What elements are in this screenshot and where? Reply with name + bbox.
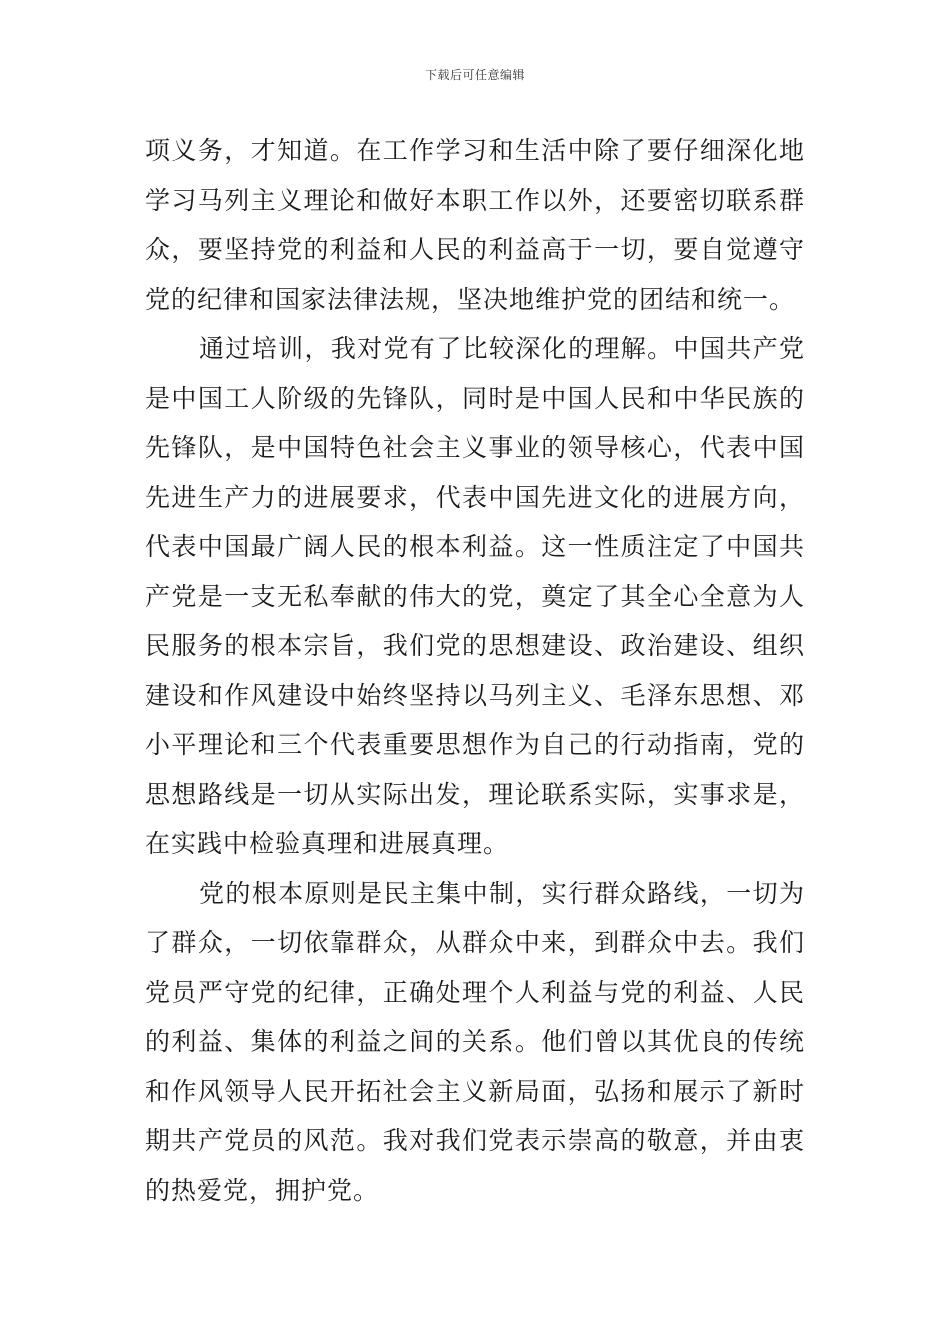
paragraph-1: [145, 126, 805, 324]
text-line: 了群众，一切依靠群众，从群众中来，到群众中去。我们: [145, 928, 805, 957]
text-line: 先锋队，是中国特色社会主义事业的领导核心，代表中国: [145, 433, 805, 462]
text-line: 小平理论和三个代表重要思想作为自己的行动指南，党的: [145, 730, 805, 759]
text-line: 项义务，才知道。在工作学习和生活中除了要仔细深化地: [145, 136, 805, 165]
text-line: 期共产党员的风范。我对我们党表示崇高的敬意，并由衷: [145, 1126, 805, 1155]
text-line: 代表中国最广阔人民的根本利益。这一性质注定了中国共: [145, 532, 805, 561]
page-header: 下载后可任意编辑: [424, 68, 525, 82]
text-line: 是中国工人阶级的先锋队，同时是中国人民和中华民族的: [145, 383, 805, 413]
text-line: 思想路线是一切从实际出发，理论联系实际，实事求是，: [145, 779, 805, 809]
text-line: 通过培训，我对党有了比较深化的理解。中国共产党: [199, 334, 805, 363]
text-line: 的热爱党，拥护党。: [145, 1175, 380, 1205]
text-line: 先进生产力的进展要求，代表中国先进文化的进展方向，: [145, 482, 805, 512]
document-body: [145, 126, 805, 1215]
text-line: 的利益、集体的利益之间的关系。他们曾以其优良的传统: [145, 1027, 805, 1056]
paragraph-3: [145, 869, 805, 1216]
text-line: 民服务的根本宗旨，我们党的思想建设、政治建设、组织: [145, 631, 805, 660]
text-line: 建设和作风建设中始终坚持以马列主义、毛泽东思想、邓: [145, 680, 805, 710]
text-line: 众，要坚持党的利益和人民的利益高于一切，要自觉遵守: [145, 235, 805, 264]
paragraph-2: [145, 324, 805, 869]
text-line: 学习马列主义理论和做好本职工作以外，还要密切联系群: [145, 185, 805, 215]
text-line: 党的根本原则是民主集中制，实行群众路线，一切为: [199, 878, 805, 908]
text-line: 产党是一支无私奉献的伟大的党，奠定了其全心全意为人: [145, 581, 805, 611]
text-line: 和作风领导人民开拓社会主义新局面，弘扬和展示了新时: [145, 1076, 805, 1106]
text-line: 党的纪律和国家法律法规，坚决地维护党的团结和统一。: [145, 284, 796, 314]
text-line: 党员严守党的纪律，正确处理个人利益与党的利益、人民: [145, 977, 805, 1007]
text-line: 在实践中检验真理和进展真理。: [145, 829, 510, 858]
